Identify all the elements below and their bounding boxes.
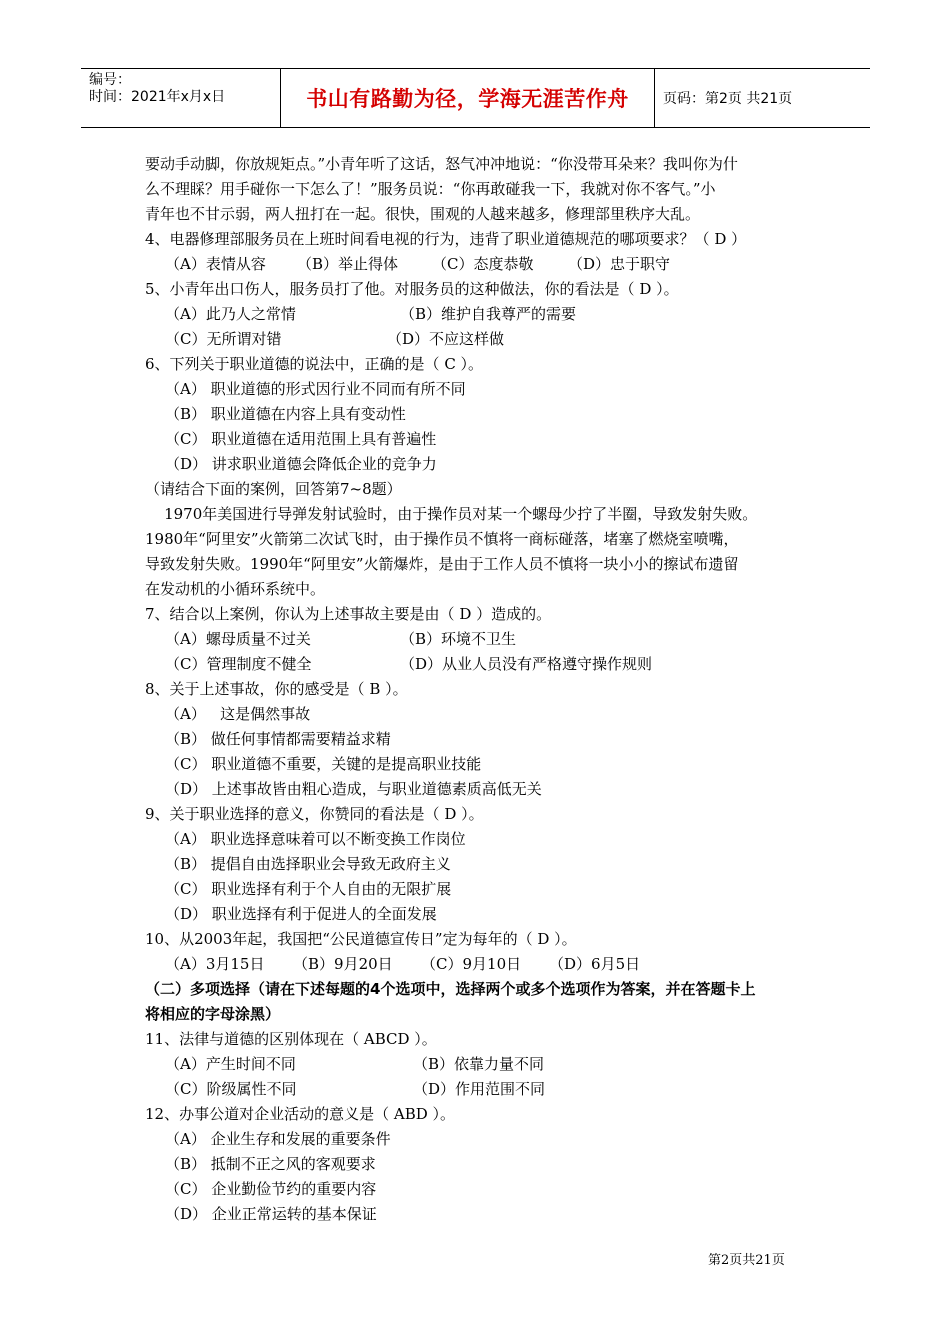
question-5-options-row1 bbox=[145, 302, 810, 327]
option-a: （A） 职业道德的形式因行业不同而有所不同 bbox=[165, 380, 466, 398]
option-a: （A）表情从容 bbox=[165, 255, 266, 273]
option-c: （C） 职业道德在适用范围上具有普遍性 bbox=[165, 430, 437, 448]
number-label: 编号： bbox=[89, 72, 131, 88]
option-c: （C）管理制度不健全 bbox=[165, 655, 312, 673]
option-a: （A） 企业生存和发展的重要条件 bbox=[165, 1130, 391, 1148]
text-line: 青年也不甘示弱，两人扭打在一起。很快，围观的人越来越多，修理部里秩序大乱。 bbox=[145, 205, 701, 223]
case-text: 在发动机的小循环系统中。 bbox=[145, 580, 326, 598]
option-b: （B）9月20日 bbox=[293, 955, 393, 973]
question-5-options-row2 bbox=[145, 327, 810, 352]
option-b: （B）环境不卫生 bbox=[400, 630, 517, 648]
option-c: （C）9月10日 bbox=[421, 955, 522, 973]
document-body bbox=[145, 152, 810, 1227]
option-a: （A） 职业选择意味着可以不断变换工作岗位 bbox=[165, 830, 466, 848]
text-line: 么不理睬？用手碰你一下怎么了！”服务员说：“你再敢碰我一下，我就对你不客气。”小 bbox=[145, 180, 716, 198]
page-footer: 第2页共21页 bbox=[708, 1253, 785, 1268]
option-d: （D）6月5日 bbox=[549, 955, 641, 973]
option-b: （B）维护自我尊严的需要 bbox=[400, 305, 577, 323]
question-10: 10、从2003年起，我国把“公民道德宣传日”定为每年的（ D ）。 bbox=[145, 930, 577, 948]
header-page-label: 页码：第2页 共21页 bbox=[663, 91, 793, 107]
question-10-options bbox=[145, 952, 810, 977]
option-b: （B） 提倡自由选择职业会导致无政府主义 bbox=[165, 855, 451, 873]
question-9: 9、关于职业选择的意义，你赞同的看法是（ D ）。 bbox=[145, 805, 484, 823]
option-c: （C） 职业道德不重要，关键的是提高职业技能 bbox=[165, 755, 482, 773]
option-c: （C）阶级属性不同 bbox=[165, 1080, 297, 1098]
question-7: 7、结合以上案例，你认为上述事故主要是由（ D ）造成的。 bbox=[145, 605, 552, 623]
case-text: 1970年美国进行导弹发射试验时，由于操作员对某一个螺母少拧了半圈，导致发射失败。 bbox=[145, 505, 758, 523]
page-header bbox=[81, 68, 870, 128]
case-intro: （请结合下面的案例，回答第7~8题） bbox=[145, 480, 402, 498]
option-d: （D）不应这样做 bbox=[387, 330, 505, 348]
option-d: （D） 上述事故皆由粗心造成，与职业道德素质高低无关 bbox=[165, 780, 542, 798]
option-d: （D）作用范围不同 bbox=[413, 1080, 546, 1098]
option-b: （B） 做任何事情都需要精益求精 bbox=[165, 730, 391, 748]
option-a: （A）螺母质量不过关 bbox=[165, 630, 311, 648]
case-text: 1980年“阿里安”火箭第二次试飞时，由于操作员不慎将一商标碰落，堵塞了燃烧室喷嘴， bbox=[145, 530, 739, 548]
question-4-options bbox=[145, 252, 810, 277]
option-a: （A） 这是偶然事故 bbox=[165, 705, 311, 723]
time-label: 时间：2021年x月x日 bbox=[89, 89, 226, 105]
question-11-options-row1 bbox=[145, 1052, 810, 1077]
option-d: （D） 讲求职业道德会降低企业的竞争力 bbox=[165, 455, 437, 473]
question-8: 8、关于上述事故，你的感受是（ B ）。 bbox=[145, 680, 408, 698]
question-6: 6、下列关于职业道德的说法中，正确的是（ C ）。 bbox=[145, 355, 484, 373]
option-d: （D）忠于职守 bbox=[568, 255, 671, 273]
option-c: （C）态度恭敬 bbox=[432, 255, 534, 273]
section-heading: （二）多项选择（请在下述每题的4个选项中，选择两个或多个选项作为答案，并在答题卡上 bbox=[145, 980, 756, 998]
section-heading: 将相应的字母涂黑） bbox=[145, 1005, 281, 1023]
option-c: （C） 企业勤俭节约的重要内容 bbox=[165, 1180, 377, 1198]
option-c: （C）无所谓对错 bbox=[165, 330, 282, 348]
question-5: 5、小青年出口伤人，服务员打了他。对服务员的这种做法，你的看法是（ D ）。 bbox=[145, 280, 679, 298]
option-d: （D） 职业选择有利于促进人的全面发展 bbox=[165, 905, 437, 923]
option-b: （B） 抵制不正之风的客观要求 bbox=[165, 1155, 376, 1173]
option-a: （A）3月15日 bbox=[165, 955, 265, 973]
option-d: （D）从业人员没有严格遵守操作规则 bbox=[400, 655, 653, 673]
question-7-options-row1 bbox=[145, 627, 810, 652]
question-12: 12、办事公道对企业活动的意义是（ ABD ）。 bbox=[145, 1105, 456, 1123]
question-11: 11、法律与道德的区别体现在（ ABCD ）。 bbox=[145, 1030, 437, 1048]
question-7-options-row2 bbox=[145, 652, 810, 677]
question-11-options-row2 bbox=[145, 1077, 810, 1102]
option-c: （C） 职业选择有利于个人自由的无限扩展 bbox=[165, 880, 452, 898]
question-4: 4、电器修理部服务员在上班时间看电视的行为，违背了职业道德规范的哪项要求？（ D ） bbox=[145, 230, 747, 248]
header-meta bbox=[81, 69, 281, 127]
case-text: 导致发射失败。1990年“阿里安”火箭爆炸，是由于工作人员不慎将一块小小的擦试布遗留 bbox=[145, 555, 739, 573]
option-b: （B）举止得体 bbox=[297, 255, 399, 273]
option-b: （B）依靠力量不同 bbox=[413, 1055, 545, 1073]
header-motto: 书山有路勤为径，学海无涯苦作舟 bbox=[281, 69, 655, 127]
option-a: （A）此乃人之常情 bbox=[165, 305, 296, 323]
option-d: （D） 企业正常运转的基本保证 bbox=[165, 1205, 377, 1223]
option-a: （A）产生时间不同 bbox=[165, 1055, 296, 1073]
option-b: （B） 职业道德在内容上具有变动性 bbox=[165, 405, 406, 423]
text-line: 要动手动脚，你放规矩点。”小青年听了这话，怒气冲冲地说：“你没带耳朵来？我叫你为什 bbox=[145, 155, 738, 173]
